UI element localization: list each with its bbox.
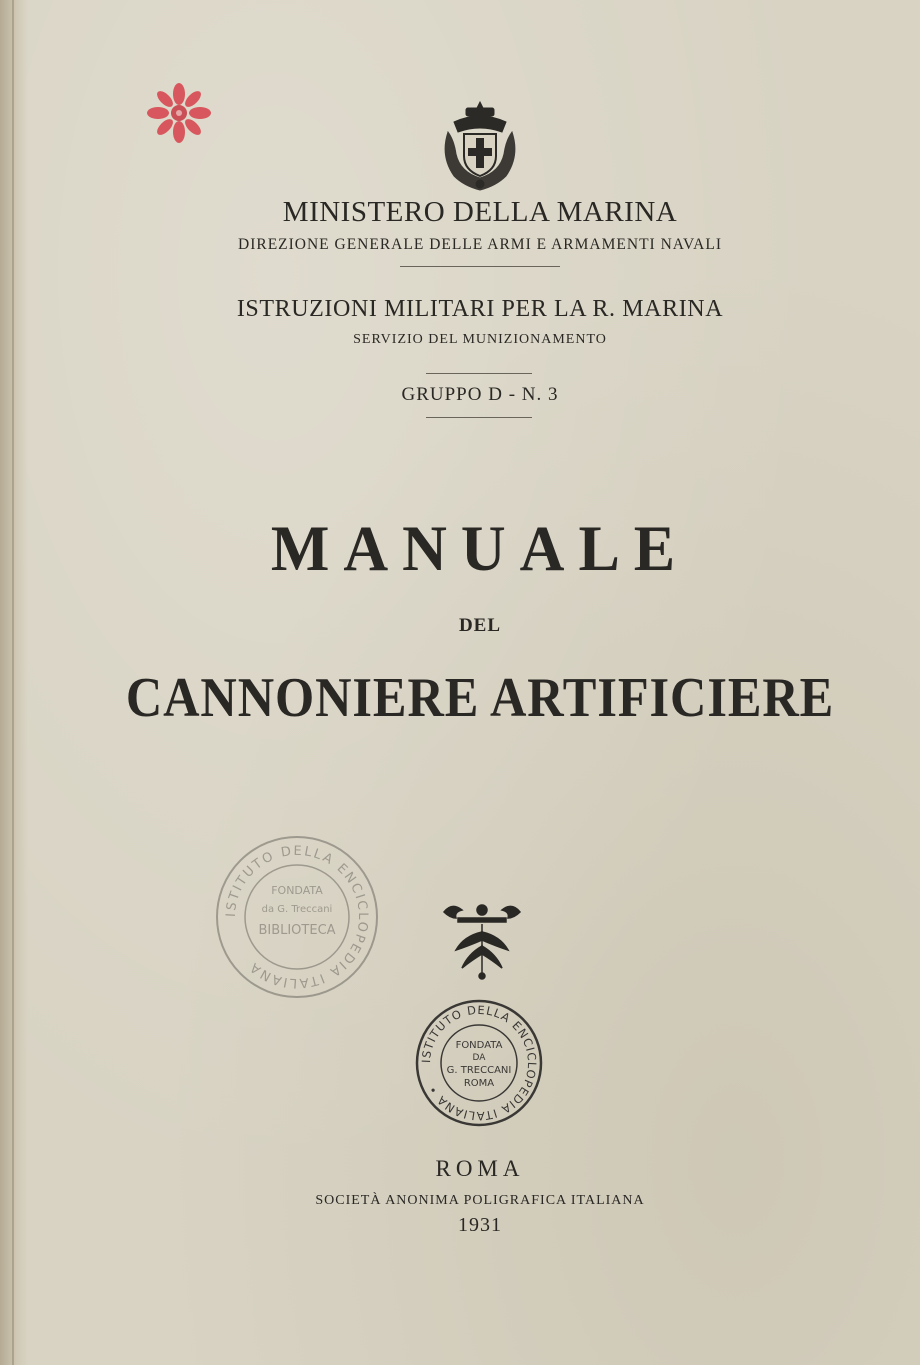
imprint-year: 1931 <box>458 1214 502 1236</box>
stamp-line: G. TRECCANI <box>446 1065 512 1076</box>
stamp-line: FONDATA <box>455 1040 503 1051</box>
stamp-line: BIBLIOTECA <box>258 923 336 938</box>
divider <box>426 417 532 418</box>
book-title: MANUALE <box>270 513 690 585</box>
printer-ornament-icon <box>440 900 524 980</box>
service-subtitle: SERVIZIO DEL MUNIZIONAMENTO <box>353 332 607 347</box>
library-stamp <box>414 998 544 1128</box>
ministry-heading: MINISTERO DELLA MARINA <box>282 196 678 228</box>
faint-library-stamp <box>212 832 382 1002</box>
imprint-city: ROMA <box>435 1156 525 1181</box>
group-label: GRUPPO D - N. 3 <box>401 384 559 405</box>
imprint-publisher: SOCIETÀ ANONIMA POLIGRAFICA ITALIANA <box>315 1193 645 1208</box>
direction-subheading: DIREZIONE GENERALE DELLE ARMI E ARMAMENTI NAVALI <box>238 236 722 253</box>
stamp-line: DA <box>472 1053 486 1063</box>
stamp-line: da G. Treccani <box>261 904 333 915</box>
stamp-ring-text: ISTITUTO DELLA ENCICLOPEDIA ITALIANA • <box>418 1002 540 1124</box>
book-subtitle: CANNONIERE ARTIFICIERE <box>125 667 835 729</box>
title-connector: DEL <box>458 615 502 636</box>
divider <box>426 373 532 374</box>
stamp-ring-text: ISTITUTO DELLA ENCICLOPEDIA ITALIANA <box>223 843 371 991</box>
series-title: ISTRUZIONI MILITARI PER LA R. MARINA <box>236 296 724 322</box>
divider <box>400 266 560 267</box>
savoy-coat-of-arms-icon <box>440 100 520 194</box>
red-rosette-stamp-icon <box>146 82 212 144</box>
stamp-line: FONDATA <box>271 884 323 897</box>
stamp-line: ROMA <box>463 1078 495 1089</box>
